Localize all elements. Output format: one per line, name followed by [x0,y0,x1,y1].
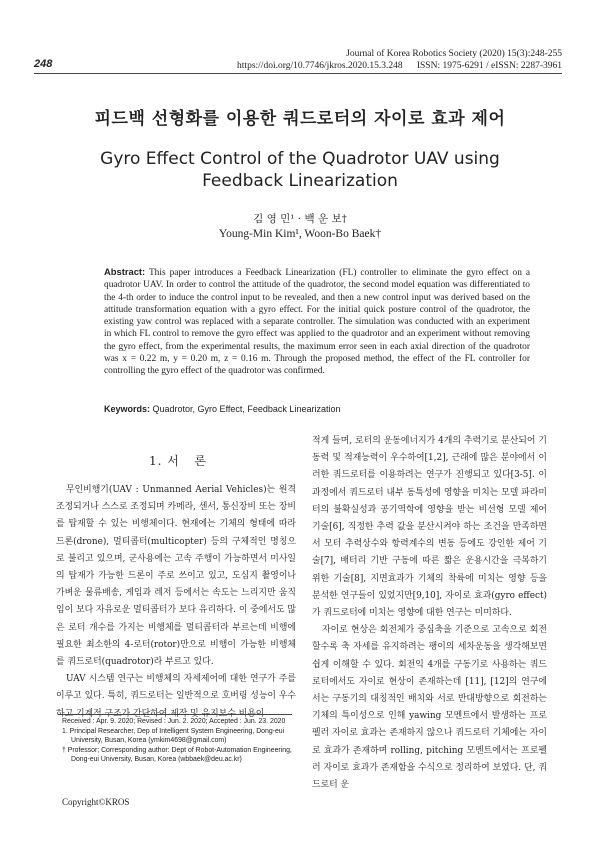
copyright: Copyright©KROS [62,797,130,807]
korean-title: 피드백 선형화를 이용한 쿼드로터의 자이로 효과 제어 [94,109,506,129]
left-column [56,482,296,723]
right-paragraph-1: 적게 들며, 로터의 운동에너지가 4개의 추력기로 분산되어 기동력 및 적재능력이 우수하여[1,2], 근래에 많은 분야에서 이러한 쿼드로터를 이용하려는 연구가 진행되고 있다[3-5]. 이 과정에서 쿼드로터 내부 동특성에 영향을 미치는 모델 파라미터의 불확실성과 공기역학에 영향을 받는 비선형 모델 제어 기술[6], 직정한 추력 값을 분산시켜야 하는 조건을 만족하면서 모터 추력상수와 항력계수의 변동 등에도 강인한 제어 기술[7], 배터리 기반 구동에 따른 짧은 운용시간을 극복하기 위한 기술[8], 지면효과가 기체의 착륙에 미치는 영향 등을 분석한 연구들이 있었지만[9,10], 자이로 효과(gyro effect)가 쿼드로터에 미치는 영향에 대한 연구는 미미하다. [312,436,547,619]
journal-citation: Journal of Korea Robotics Society (2020) 15(3):248-255 [346,49,562,59]
footnote-received: Received : Apr. 9. 2020; Revised : Jun. 2. 2020; Accepted : Jun. 23. 2020 [62,718,286,725]
right-paragraph-2: 자이로 현상은 회전체가 중심축을 기준으로 고속으로 회전할수록 축 자세를 유지하려는 팽이의 세차운동을 생각해보면 쉽게 이해할 수 있다. 회전익 4개를 구동기로 사용하는 쿼드로터에서도 자이로 현상이 존재하는데 [11], [12]의 연구에서는 구동기의 대칭적인 배치와 서로 반대방향으로 회전하는 기체의 특이성으로 인해 yawing 모멘트에서 발생하는 프로펠러 자이로 효과는 존재하지 않으나 쿼드로터 기체에는 자이로 효과가 존재하며 rolling, pitching 모멘트에서는 프로펠러 자이로 효과가 존재함을 수식으로 정리하여 보였다. 단, 쿼드로터 운 [312,625,547,791]
keywords-text: Quadrotor, Gyro Effect, Feedback Linearization [152,404,341,414]
journal-header [237,48,562,72]
english-title: Gyro Effect Control of the Quadrotor UAV using Feedback Linearization [100,149,500,191]
keywords-label: Keywords: [104,404,151,414]
header-rule [34,73,562,74]
footnote-rule [58,714,292,715]
abstract [104,266,530,378]
keywords [104,404,530,414]
footnote-author-2: † Professor; Corresponding author: Dept of Robot-Automation Engineering, Dong-eui University, Busan, Korea (wbbaek@deu.ac.kr) [62,746,292,764]
section-heading: 1. 서 론 [149,454,207,468]
abstract-text: This paper introduces a Feedback Linearization (FL) controller to eliminate the gyro effect on a quadrotor UAV. In order to control the attitude of the quadrotor, the second model equation was differentiated to the 4-th order to induce the control input to be revealed, and then a new control input was derived based on the attitude transformation equation with a gyro effect. For the initial quick posture control of the quadrotor, the existing yaw control was replaced with a separate controller. The simulation was conducted with an experiment in which FL control to remove the gyro effect was applied to the quadrotor and an experiment without removing the gyro effect, from the experimental results, the maximum error seen in each axial direction of the quadrotor was x = 0.22 m, y = 0.20 m, z = 0.16 m. Through the proposed method, the effect of the FL controller for controlling the gyro effect of the quadrotor was confirmed. [104,268,530,377]
authors-english: Young-Min Kim¹, Woon-Bo Baek† [218,228,382,240]
abstract-label: Abstract: [104,266,146,277]
footnote-author-1: 1. Principal Researcher, Dep of Intelligent System Engineering, Dong-eui University, Busan, Korea (ymkim4698@gmail.com) [62,727,285,745]
left-paragraph-2: UAV 시스템 연구는 비행체의 자세제어에 대한 연구가 주를 이루고 있다. 특히, 쿼드로터는 일반적으로 호버링 성능이 우수하고 기계적 구조가 간단하여 제작 및 유지보수 비용이 [56,674,296,719]
footnotes [62,717,298,765]
doi-issn: https://doi.org/10.7746/jkros.2020.15.3.248 ISSN: 1975-6291 / eISSN: 2287-3961 [237,61,562,71]
authors-korean: 김 영 민¹ · 백 운 보† [253,213,347,225]
left-paragraph-1: 무인비행기(UAV : Unmanned Aerial Vehicles)는 원격 조정되거나 스스로 조정되며 카메라, 센서, 통신장비 또는 장비를 탑재할 수 있는 비행체이다. 현재에는 기체의 형태에 따라 드론(drone), 멀티콥터(multicopter) 등의 구체적인 명칭으로 불리고 있으며, 군사용에는 고속 주행이 가능하면서 미사일의 탑재가 가능한 드론이 주로 쓰이고 있고, 도심지 촬영이나 가벼운 물류배송, 게임과 레저 등에서는 속도는 느리지만 움직임이 보다 자유로운 멀티콥터가 보다 유리하다. 이 중에서도 많은 로터 개수를 가지는 비행체를 멀티콥터라 부르는데 비행에 필요한 최소한의 4-로터(rotor)만으로 비행이 가능한 비행체를 쿼드로터(quadrotor)라 부르고 있다. [56,485,296,668]
right-column [312,433,547,794]
page-number: 248 [34,58,53,70]
